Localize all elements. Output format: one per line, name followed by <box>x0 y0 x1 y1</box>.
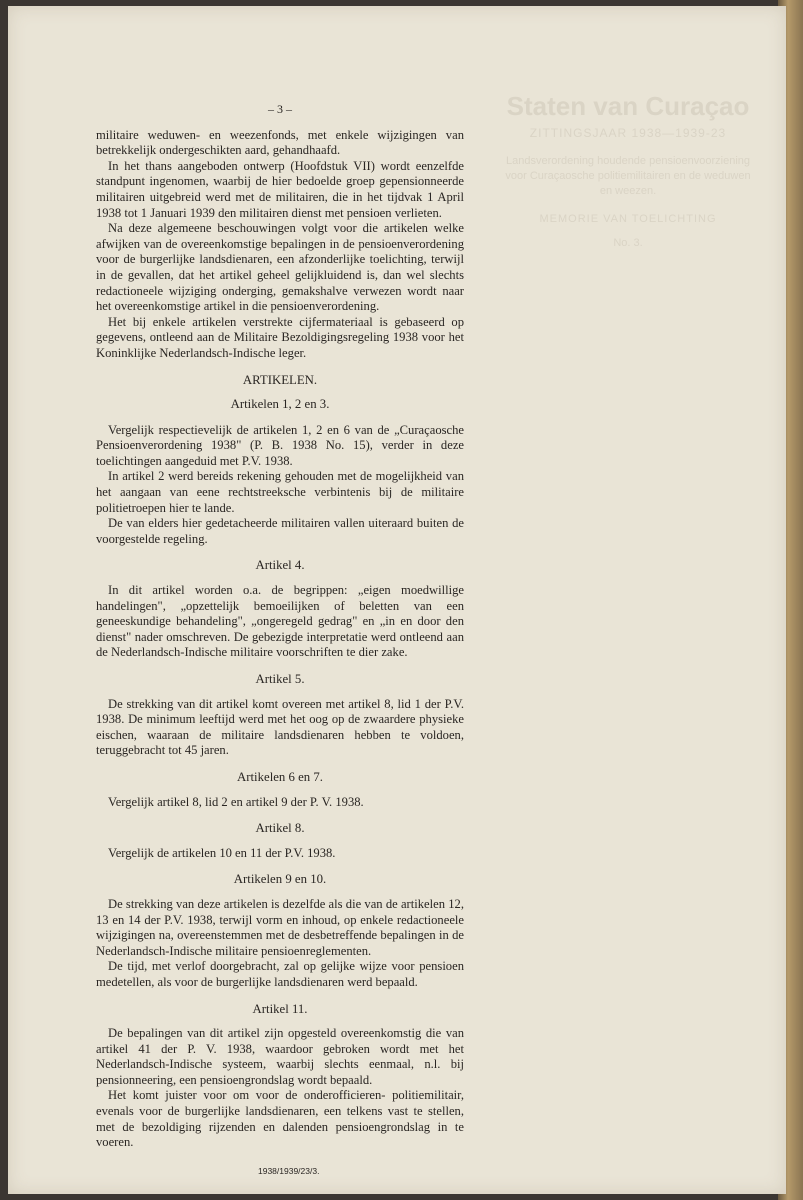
document-page <box>8 6 786 1194</box>
bleed-through-text <box>498 91 758 249</box>
paragraph: Vergelijk de artikelen 10 en 11 der P.V. 1938. <box>108 845 336 860</box>
document-reference-footer: 1938/1939/23/3. <box>258 1166 320 1176</box>
bleed-title: Staten van Curaçao <box>506 91 750 121</box>
section-heading-artikelen: ARTIKELEN. <box>242 372 318 387</box>
heading-artikel-5: Artikel 5. <box>255 672 305 686</box>
paragraph: De bepalingen van dit artikel zijn opgesteld overeenkomstig die van artikel 41 der P. V. 1938, waardoor gebroken wordt met het Nederlandsch-Indische systeem, waarbij slechts eenmaal, n.l. bij pensionneering, een pensioengrondslag wordt bepaald. <box>96 1026 464 1087</box>
paragraph: De strekking van dit artikel komt overeen met artikel 8, lid 1 der P.V. 1938. De minimum leeftijd werd met het oog op de zwaardere physieke eischen, waaraan de militaire landsdienaren hebben te voldoen, teruggebracht tot 45 jaren. <box>96 696 464 758</box>
paragraph: In artikel 2 werd bereids rekening gehouden met de mogelijkheid van het aangaan van eene rechtstreeksche verbintenis bij de militaire politietroepen hier te lande. <box>96 469 464 515</box>
page-number: – 3 – <box>268 102 292 116</box>
heading-artikelen-6-7: Artikelen 6 en 7. <box>237 769 323 784</box>
heading-artikelen-1-2-3: Artikelen 1, 2 en 3. <box>230 397 330 412</box>
paragraph: Vergelijk respectievelijk de artikelen 1, 2 en 6 van de „Curaçaosche Pensioenverordening 1938" (P. B. 1938 No. 15), verder in deze toelichtingen aangeduid met P.V. 1938. <box>96 422 464 468</box>
bleed-number: No. 3. <box>613 237 643 249</box>
paragraph: De tijd, met verlof doorgebracht, zal op gelijke wijze voor pensioen medetellen, als voor de burgerlijke landsdienaren werd bepaald. <box>96 959 464 989</box>
bleed-body: Landsverordening houdende pensioenvoorziening voor Curaçaosche politiemilitairen en de weduwen en weezen. <box>505 155 751 197</box>
paragraph: Na deze algemeene beschouwingen volgt voor die artikelen welke afwijken van de overeenkomstige bepalingen in de pensioenverordening voor de burgerlijke landsdienaren, een afzonderlijke toelichting, terwijl in de gevallen, dat het artikel geheel gelijkluidend is, dan wel slechts redactioneele wijziging onderging, gemakshalve verwezen wordt naar het overeenkomstige artikel in die pensioenverordening. <box>96 221 464 314</box>
heading-artikel-11: Artikel 11. <box>252 1001 308 1016</box>
bleed-memorie: MEMORIE VAN TOELICHTING <box>539 213 717 225</box>
heading-artikelen-9-10: Artikelen 9 en 10. <box>233 872 327 887</box>
paragraph: Het bij enkele artikelen verstrekte cijfermateriaal is gebaseerd op gegevens, ontleend aan de Militaire Bezoldigingsregeling 1938 voor het Koninklijke Nederlandsch-Indische leger. <box>96 314 464 360</box>
main-text-column <box>96 102 464 1151</box>
heading-artikel-4: Artikel 4. <box>255 558 305 573</box>
paragraph: De strekking van deze artikelen is dezelfde als die van de artikelen 12, 13 en 14 der P.V. 1938, terwijl vorm en inhoud, op enkele redactioneele wijzigingen na, overeenstemmen met de desbetreffende bepalingen in de Nederlandsch-Indische militaire pensioenreglementen. <box>96 896 464 958</box>
paragraph: In het thans aangeboden ontwerp (Hoofdstuk VII) wordt eenzelfde standpunt ingenomen, waarbij de hier bedoelde groep gepensionneerde militairen uitgebreid werd met de militairen, die in het tijdvak 1 April 1938 tot 1 Januari 1939 den militairen dienst met pensioen verlieten. <box>96 158 464 220</box>
paragraph: Vergelijk artikel 8, lid 2 en artikel 9 der P. V. 1938. <box>108 794 364 809</box>
paragraph: De van elders hier gedetacheerde militairen vallen uiteraard buiten de voorgestelde regeling. <box>96 516 464 546</box>
paragraph: In dit artikel worden o.a. de begrippen: „eigen moedwillige handelingen", „opzettelijk bemoeilijken of beletten van een geneeskundige behandeling", „ongeregeld gedrag" en „in en door den dienst" nader omschreven. De gebezigde interpretatie werd ontleend aan de Nederlandsch-Indische militaire voorschriften te dier zake. <box>96 583 464 660</box>
heading-artikel-8: Artikel 8. <box>255 821 305 836</box>
paragraph: militaire weduwen- en weezenfonds, met enkele wijzigingen van betrekkelijk ondergeschikten aard, gehandhaafd. <box>96 127 464 158</box>
paragraph: Het komt juister voor om voor de onderofficieren- politiemilitair, evenals voor de burgerlijke landsdienaren, een telkens vast te stellen, met de bezoldiging rijzenden en dalenden pensioengrondslag in te voeren. <box>96 1088 464 1150</box>
bleed-subtitle: ZITTINGSJAAR 1938—1939-23 <box>529 126 727 140</box>
